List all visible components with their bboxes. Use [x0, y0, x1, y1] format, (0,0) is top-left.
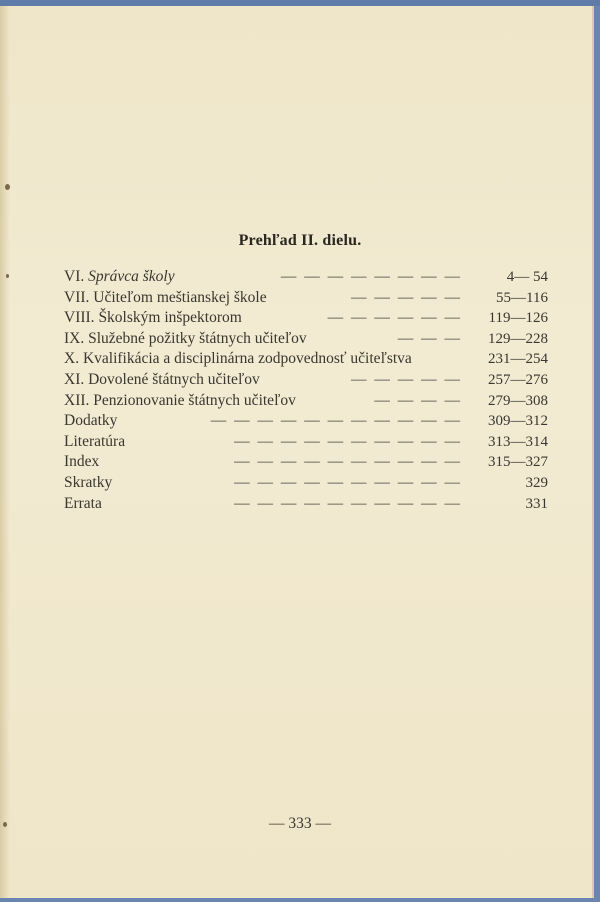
toc-entry [64, 329, 548, 350]
toc-entry-title [64, 411, 117, 432]
toc-entry-pages: 313—314 [488, 433, 548, 450]
toc-entry-pages: 4— 54 [506, 269, 548, 285]
toc-entry-title [64, 494, 102, 515]
toc-leader-dashes: — — — — — — — — [280, 268, 462, 285]
toc-entry-label: Správca školy [88, 268, 175, 285]
toc-entry [64, 267, 548, 288]
toc-entry [64, 494, 548, 515]
toc-leader-dashes: — — — — [374, 391, 462, 409]
toc-entry-label: Dodatky [64, 412, 118, 430]
toc-leader-dashes: — — — — — — — — — — [234, 432, 462, 450]
toc-entry [64, 473, 548, 494]
toc-entry-label: Errata [64, 494, 102, 512]
toc-entry-title [64, 452, 99, 473]
toc-entry-label: Kvalifikácia a disciplinárna zodpovednosť učiteľstva [82, 350, 412, 368]
toc-entry [64, 308, 548, 329]
page-title: Prehľad II. dielu. [238, 232, 362, 249]
toc-entry [64, 370, 548, 391]
toc-leader-dashes: — — — [397, 329, 462, 347]
toc-entry-label: Penzionovanie štátnych učiteľov [93, 391, 296, 409]
toc-leader-dashes: — — — — — [351, 288, 462, 306]
toc-entry-pages: 119—126 [488, 310, 548, 327]
paper-speck [6, 274, 9, 278]
toc-entry-title [64, 391, 296, 412]
toc-entry-number: VIII. [64, 309, 99, 327]
toc-entry-number: IX. [64, 329, 89, 347]
toc-entry-pages: 329 [525, 474, 548, 491]
toc-entry-pages: 279—308 [488, 392, 548, 409]
toc-entry-title [64, 308, 242, 329]
toc-entry-pages: 129—228 [488, 330, 548, 347]
toc-entry-label: Učiteľom meštianskej škole [93, 288, 267, 306]
toc-entry-label: Školským inšpektorom [98, 309, 242, 327]
toc-entry-title [64, 329, 307, 350]
toc-entry-label: Dovolené štátnych učiteľov [88, 370, 260, 388]
toc-leader-dashes: — — — — — — — — — — [234, 494, 462, 512]
toc-entry [64, 432, 548, 453]
table-of-contents [64, 267, 548, 514]
toc-leader-dashes: — — — — — — [327, 309, 462, 327]
toc-entry-pages: 315—327 [488, 454, 548, 471]
toc-entry-number: X. [64, 350, 83, 368]
toc-entry-label: Skratky [64, 473, 113, 491]
toc-entry [64, 411, 548, 432]
page-gutter [0, 6, 10, 898]
toc-entry-title [64, 370, 260, 391]
toc-leader-dashes: — — — — — [351, 370, 462, 388]
toc-entry-label: Literatúra [64, 432, 126, 450]
toc-entry-title [64, 288, 267, 309]
toc-entry-title [64, 432, 125, 453]
toc-entry-title [64, 473, 112, 494]
toc-leader-dashes: — — — — — — — — — — [234, 473, 462, 491]
toc-entry-label: Služebné požitky štátnych učiteľov [88, 329, 307, 347]
toc-entry-number: VI. [64, 268, 89, 285]
toc-entry [64, 288, 548, 309]
toc-entry-number: VII. [64, 288, 94, 306]
paper-speck [5, 184, 10, 190]
toc-leader-dashes: — — — — — — — — — — [234, 453, 462, 471]
toc-entry-number: XI. [64, 370, 89, 388]
page-number: — 333 — [269, 815, 331, 832]
toc-leader-dashes: — — — — — — — — — — — [210, 412, 462, 430]
toc-entry-pages: 55—116 [496, 289, 548, 306]
toc-entry-pages: 331 [525, 495, 548, 512]
toc-entry [64, 391, 548, 412]
toc-entry-pages: 257—276 [488, 371, 548, 388]
toc-entry-title [64, 349, 412, 370]
toc-entry [64, 349, 548, 370]
toc-entry-number: XII. [64, 391, 94, 409]
toc-entry-title [64, 267, 175, 288]
toc-entry-label: Index [64, 453, 100, 471]
toc-entry-pages: 231—254 [488, 351, 548, 368]
toc-entry-pages: 309—312 [488, 413, 548, 430]
toc-entry [64, 452, 548, 473]
